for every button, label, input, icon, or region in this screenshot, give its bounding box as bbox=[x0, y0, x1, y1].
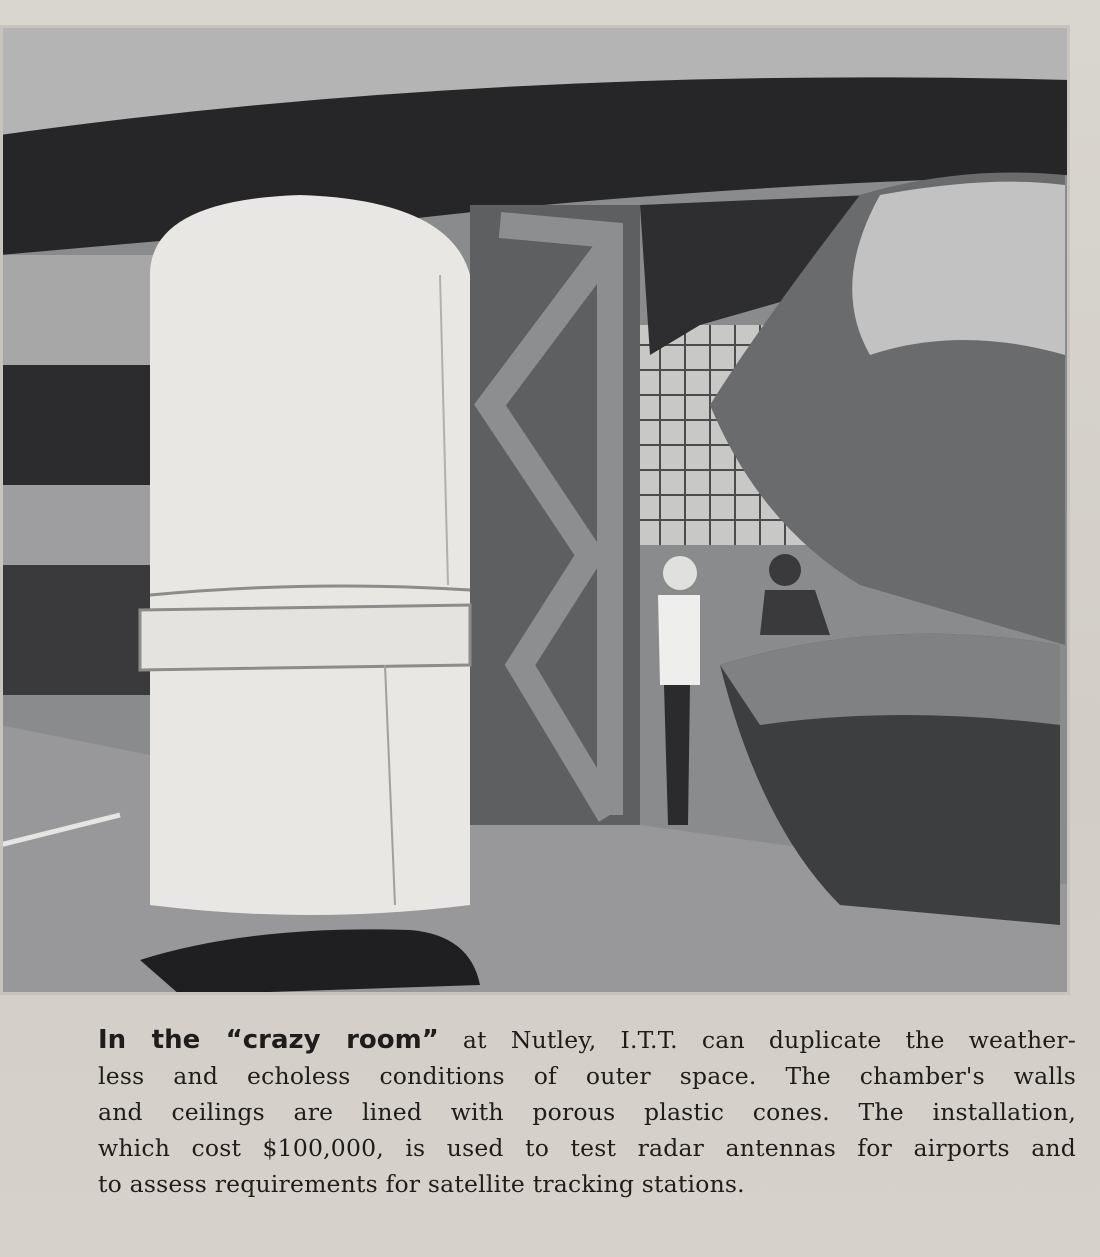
wall-stripe-light bbox=[0, 255, 160, 365]
caption-line-1-text: at Nutley, I.T.T. can duplicate the weather- bbox=[462, 1026, 1076, 1054]
drape-highlight bbox=[852, 182, 1065, 355]
photo-caption bbox=[98, 1022, 1076, 1202]
caption-line-1 bbox=[98, 1022, 1076, 1058]
caption-line-2: less and echoless conditions of outer space. The chamber's walls bbox=[98, 1062, 1076, 1090]
illustration-drawing bbox=[0, 25, 1070, 995]
caption-line-5: to assess requirements for satellite tracking stations. bbox=[98, 1170, 745, 1198]
caption-line-3: and ceilings are lined with porous plastic cones. The installation, bbox=[98, 1098, 1076, 1126]
wall-stripe-dark-lower bbox=[0, 565, 160, 695]
white-cylinder bbox=[140, 195, 470, 915]
wall-stripe-dark bbox=[0, 365, 160, 485]
crazy-room-illustration bbox=[0, 25, 1070, 995]
caption-line-4: which cost $100,000, is used to test radar antennas for airports and bbox=[98, 1134, 1076, 1162]
caption-lead: In the “crazy room” bbox=[98, 1025, 439, 1055]
wall-stripe-mid bbox=[0, 485, 160, 565]
